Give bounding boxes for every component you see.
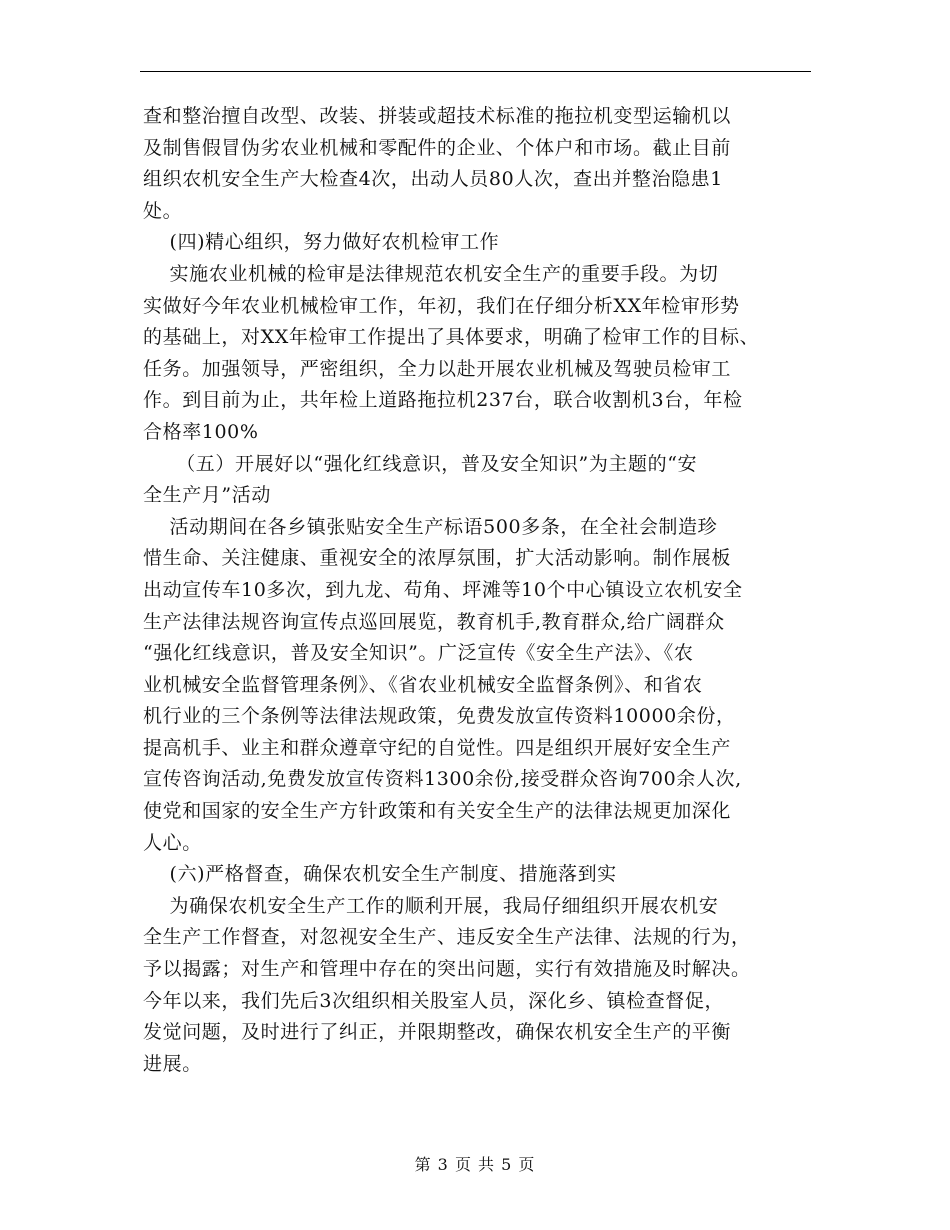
text-line: 惜生命、关注健康、重视安全的浓厚氛围，扩大活动影响。制作展板 (143, 547, 732, 570)
text-line: 及制售假冒伪劣农业机械和零配件的企业、个体户和市场。截止目前 (143, 136, 732, 159)
text-line: 的基础上，对XX年检审工作提出了具体要求，明确了检审工作的目标、 (143, 326, 760, 349)
text-line: 为确保农机安全生产工作的顺利开展，我局仔细组织开展农机安 (143, 894, 719, 917)
text-line: 活动期间在各乡镇张贴安全生产标语500多条，在全社会制造珍 (143, 515, 718, 538)
text-line: 合格率100% (143, 420, 259, 443)
section-heading: (四)精心组织，努力做好农机检审工作 (143, 231, 500, 254)
text-line: 全生产工作督查，对忽视安全生产、违反安全生产法律、法规的行为， (143, 926, 751, 949)
text-line: 出动宣传车10多次，到九龙、苟角、坪滩等10个中心镇设立农机安全 (143, 578, 743, 601)
text-line: 作。到目前为止，共年检上道路拖拉机237台，联合收割机3台，年检 (143, 389, 743, 412)
text-line: 进展。 (143, 1052, 202, 1075)
page-number-footer: 第 3 页 共 5 页 (414, 1155, 536, 1174)
section-heading: 全生产月”活动 (143, 484, 271, 507)
header-rule (140, 71, 811, 72)
text-line: 人心。 (143, 831, 202, 854)
text-line: 今年以来，我们先后3次组织相关股室人员，深化乡、镇检查督促， (143, 989, 725, 1012)
section-heading: (六)严格督查，确保农机安全生产制度、措施落到实 (143, 863, 617, 886)
text-line: 组织农机安全生产大检查4次，出动人员80人次，查出并整治隐患1 (143, 168, 723, 191)
body-text (143, 101, 811, 1080)
text-line: 提高机手、业主和群众遵章守纪的自觉性。四是组织开展好安全生产 (143, 736, 732, 759)
text-line: 发觉问题，及时进行了纠正，并限期整改，确保农机安全生产的平衡 (143, 1021, 732, 1044)
text-line: 处。 (143, 199, 183, 222)
text-line: 查和整治擅自改型、改装、拼装或超技术标准的拖拉机变型运输机以 (143, 105, 732, 127)
text-line: 予以揭露；对生产和管理中存在的突出问题，实行有效措施及时解决。 (143, 958, 751, 981)
text-line: 实施农业机械的检审是法律规范农机安全生产的重要手段。为切 (143, 262, 719, 285)
text-line: 业机械安全监督管理条例》、《省农业机械安全监督条例》、和省农 (143, 673, 703, 696)
text-line: 生产法律法规咨询宣传点巡回展览，教育机手,教育群众,给广阔群众 (143, 610, 725, 633)
section-heading: （五）开展好以“强化红线意识，普及安全知识”为主题的“安 (143, 452, 698, 475)
text-line: 实做好今年农业机械检审工作，年初，我们在仔细分析XX年检审形势 (143, 294, 740, 317)
text-line: 机行业的三个条例等法律法规政策，免费发放宣传资料10000余份， (143, 705, 736, 728)
text-line: 宣传咨询活动,免费发放宣传资料1300余份,接受群众咨询700余人次, (143, 768, 742, 791)
text-line: 任务。加强领导，严密组织，全力以赴开展农业机械及驾驶员检审工 (143, 357, 732, 380)
text-line: 使党和国家的安全生产方针政策和有关安全生产的法律法规更加深化 (143, 800, 732, 823)
text-line: “强化红线意识，普及安全知识”。广泛宣传《安全生产法》、《农 (143, 642, 694, 665)
